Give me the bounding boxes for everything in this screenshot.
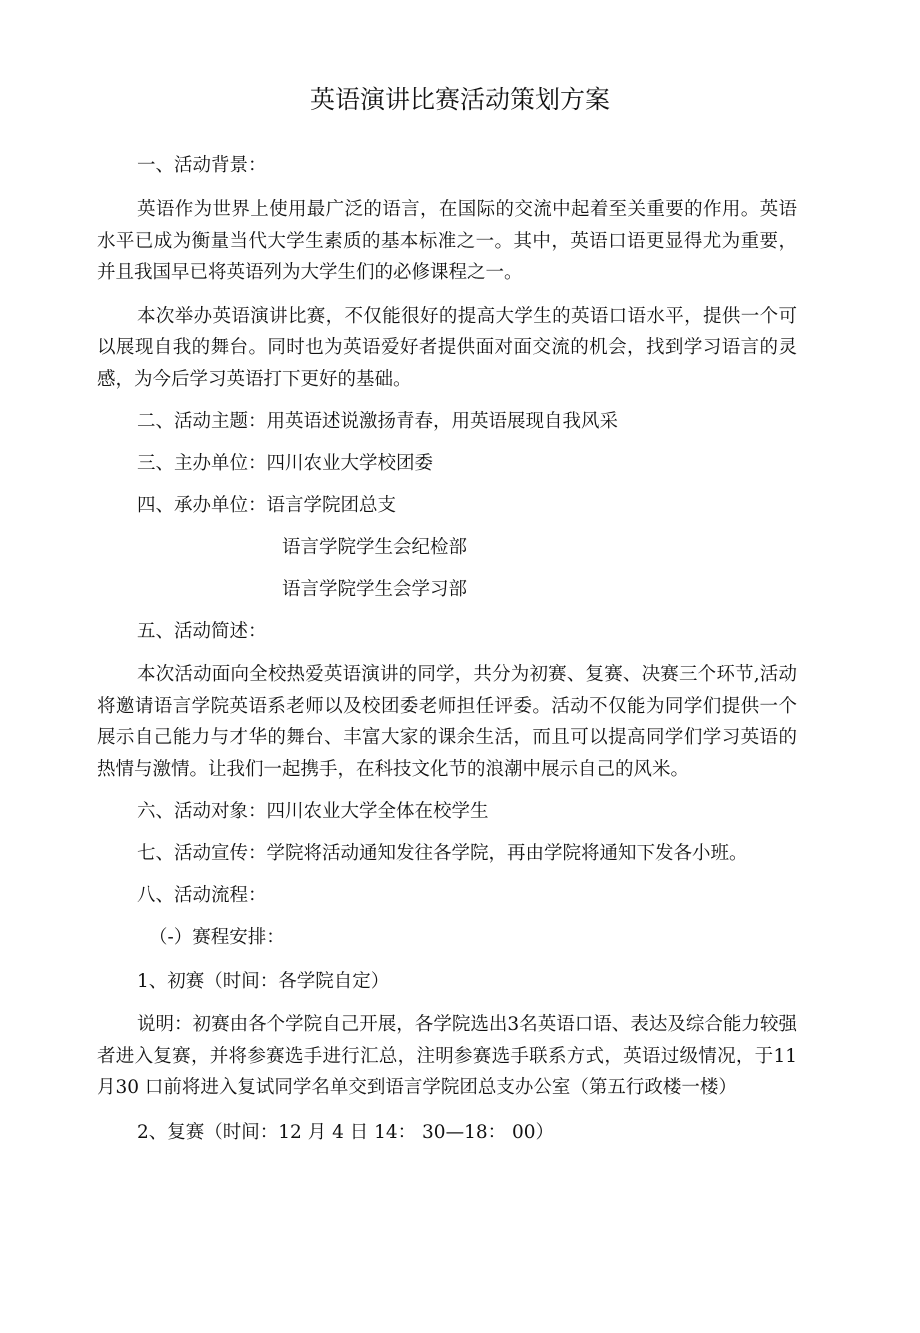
section-organizer-line-2: 语言学院学生会纪检部 bbox=[282, 537, 468, 558]
section-process-heading: 八、活动流程： bbox=[137, 885, 267, 906]
section-background-heading: 一、活动背景： bbox=[137, 155, 267, 176]
section-organizer: 四、承办单位：语言学院团总支 bbox=[137, 495, 397, 516]
section-summary-paragraph: 本次活动面向全校热爱英语演讲的同学，共分为初赛、复赛、决赛三个环节,活动将邀请语言学院英语系老师以及校团委老师担任评委。活动不仅能为同学们提供一个展示自己能力与才华的舞台、丰富大家的课余生活，而且可以提高同学们学习英语的热情与激情。让我们一起携手，在科技文化节的浪潮中展示自己的风米。 bbox=[97, 664, 797, 780]
section-organizer-line-3: 语言学院学生会学习部 bbox=[282, 579, 468, 600]
section-background-paragraph-2: 本次举办英语演讲比赛，不仅能很好的提高大学生的英语口语水平，提供一个可以展现自我的舞台。同时也为英语爱好者提供面对面交流的机会，找到学习语言的灵感，为今后学习英语打下更好的基础。 bbox=[97, 305, 797, 390]
section-publicity: 七、活动宣传：学院将活动通知发往各学院，再由学院将通知下发各小班。 bbox=[137, 843, 748, 864]
document-title: 英语演讲比赛活动策划方案 bbox=[309, 85, 610, 114]
section-summary-heading: 五、活动简述： bbox=[137, 621, 267, 642]
section-audience: 六、活动对象：四川农业大学全体在校学生 bbox=[137, 801, 489, 822]
process-schedule-heading: （-）赛程安排： bbox=[149, 927, 285, 948]
process-second-round: 2、复赛（时间：12 月 4 日 14： 30—18： 00） bbox=[137, 1121, 555, 1143]
document-body bbox=[97, 151, 797, 1148]
process-preliminary-round: 1、初赛（时间：各学院自定） bbox=[137, 971, 390, 992]
process-preliminary-description: 说明：初赛由各个学院自己开展，各学院选出3名英语口语、表达及综合能力较强者进入复赛，并将参赛选手进行汇总，注明参赛选手联系方式，英语过级情况，于11月30 口前将进入复试同学名单交到语言学院团总支办公室（第五行政楼一楼） bbox=[97, 1014, 797, 1098]
section-background-paragraph-1: 英语作为世界上使用最广泛的语言，在国际的交流中起着至关重要的作用。英语水平已成为衡量当代大学生素质的基本标准之一。其中，英语口语更显得尤为重要，并且我国早已将英语列为大学生们的必修课程之一。 bbox=[97, 199, 797, 283]
section-theme: 二、活动主题：用英语述说激扬青春，用英语展现自我风采 bbox=[137, 411, 619, 432]
section-host: 三、主办单位：四川农业大学校团委 bbox=[137, 453, 434, 474]
